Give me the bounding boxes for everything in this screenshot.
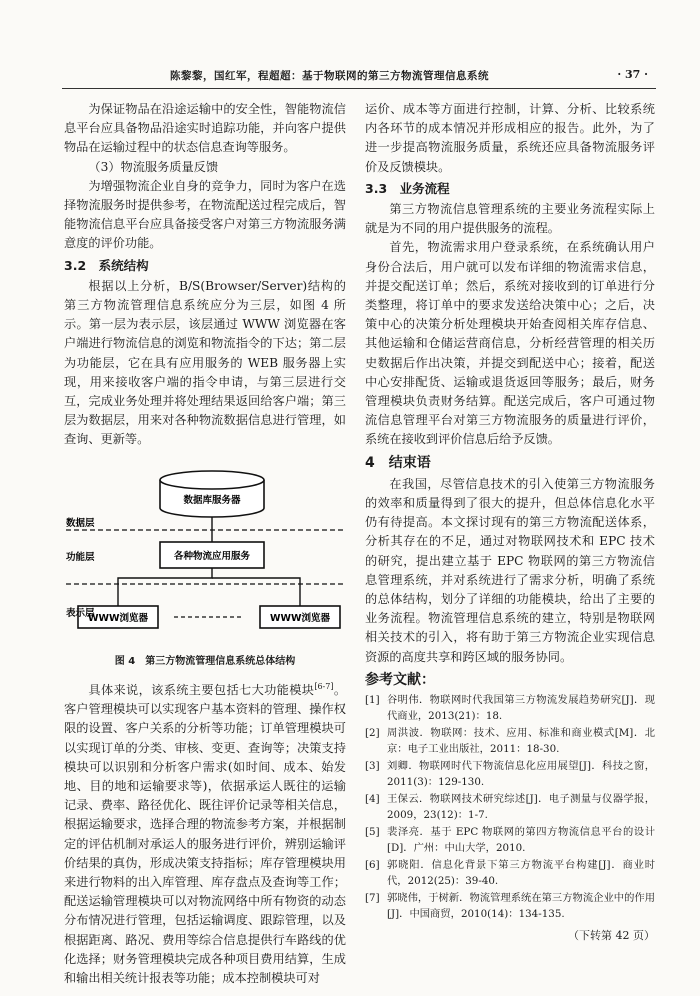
browser-label-right: WWW浏览器 [270,612,330,624]
reference-text: 王保云．物联网技术研究综述[J]．电子测量与仪器学报，2009，23(12)：1-7. [387,793,655,822]
reference-text: 周洪波．物联网：技术、应用、标准和商业模式[M]．北京：电子工业出版社，2011：18-30. [387,727,655,756]
reference-item [365,758,655,790]
reference-item [365,725,655,757]
architecture-diagram [64,458,346,648]
paragraph: 首先，物流需求用户登录系统，在系统确认用户身份合法后，用户就可以发布详细的物流需求信息，并提交配送订单；然后，系统对接收到的订单进行分类整理，将订单中的要求发送给决策中心；之后，决策中心的决策分析处理模块开始查阅相关库存信息、其他运输和仓储运营商信息，分析经营管理的相关历史数据后作出决策，并提交到配送中心；接着，配送中心安排配货、运输或退货返回等服务；最后，财务管理模块负责财务结算。配送完成后，客户可通过物流信息管理平台对第三方物流服务的质量进行评价，系统在接收到评价信息后给予反馈。 [365,240,655,447]
layer-label-presentation: 表示层 [66,607,95,619]
db-server-label: 数据库服务器 [183,494,241,506]
section-heading-4: 4 结束语 [365,454,431,471]
reference-item [365,890,655,922]
running-title: 陈黎黎，国红军，程超超：基于物联网的第三方物流管理信息系统 [170,70,489,82]
paragraph: 运价、成本等方面进行控制，计算、分析、比较系统内各环节的成本情况并形成相应的报告。此外，为了进一步提高物流服务质量，系统还应具备物流服务评价及反馈模块。 [365,102,655,174]
database-server-icon [160,471,264,517]
figure-caption: 图 4 第三方物流管理信息系统总体结构 [114,655,296,667]
paragraph: 根据以上分析，B/S(Browser/Server)结构的第三方物流管理信息系统应分为三层，如图 4 所示。第一层为表示层，该层通过 WWW 浏览器在客户端进行物流信息的浏览和物流指令的下达；第二层为功能层，它在具有应用服务的 WEB 服务器上实现，用来接收客户端的指令申请，与第三层进行交互，完成业务处理并将处理结果返回给客户端；第三层为数据层，用来对各种物流数据信息进行管理，如查询、更新等。 [64,278,346,447]
reference-text: 郭晓阳．信息化背景下第三方物流平台构建[J]．商业时代，2012(25)：39-40. [387,859,655,888]
paragraph: 为增强物流企业自身的竞争力，同时为客户在选择物流服务时提供参考，在物流配送过程完成后，智能物流信息平台应具备接受客户对第三方物流服务满意度的评价功能。 [64,178,346,251]
subsection-heading: （3）物流服务质量反馈 [88,159,219,174]
reference-item [365,857,655,889]
paragraph-text: 。客户管理模块可以实现客户基本资料的管理、操作权限的设置、客户关系的分析等功能；订单管理模块可以实现订单的分类、审核、变更、查询等；决策支持模块可以识别和分析客户需求(如时间、成本、始发地、目的地和运输要求等)，依据承运人既往的运输记录、费率、路径优化、既往评价记录等相关信息，根据运输要求，选择合理的物流参考方案，并根据制定的评估机制对承运人的服务进行评价，辨别运输评价结果的真伪，形成决策支持指标；库存管理模块用来进行物料的出入库管理、库存盘点及查询等工作；配送运输管理模块可以对物流网络中所有物资的动态分布情况进行管理，包括运输调度、跟踪管理，以及根据距离、路况、费用等综合信息提供行车路线的优化选择；财务管理模块完成各种项目费用结算，生成和输出相关统计报表等功能；成本控制模块可对 [64,682,347,985]
reference-text: 刘卿．物联网时代下物流信息化应用展望[J]．科技之窗，2011(3)：129-130. [387,760,655,789]
layer-label-function: 功能层 [66,551,95,563]
paragraph-text: 具体来说，该系统主要包括七大功能模块 [88,682,315,697]
citation: [6-7] [314,681,334,691]
reference-text: 裴泽亮．基于 EPC 物联网的第四方物流信息平台的设计[D]．广州：中山大学，2010. [387,826,655,855]
running-header [0,64,700,86]
reference-text: 谷明伟．物联网时代我国第三方物流发展趋势研究[J]．现代商业，2013(21)：18. [387,694,655,723]
left-column [64,100,346,988]
paragraph: 第三方物流信息管理系统的主要业务流程实际上就是为不同的用户提供服务的流程。 [365,202,655,236]
layer-label-data: 数据层 [66,517,95,529]
reference-number: [3] [365,760,380,773]
reference-number: [2] [365,727,380,740]
page-number: · 37 · [617,68,648,81]
app-server-label: 各种物流应用服务 [173,550,251,562]
paragraph [64,677,346,988]
reference-item [365,824,655,856]
figure-4 [64,458,346,648]
section-heading-3-2: 3.2 系统结构 [64,257,149,273]
connector-line [118,568,212,606]
reference-list [365,692,655,922]
reference-number: [1] [365,694,380,707]
continued-note: （下转第 42 页） [568,929,655,943]
reference-text: 郭晓伟，于树新．物流管理系统在第三方物流企业中的作用[J]．中国商贸，2010(14)：134-135. [387,892,655,921]
references-title: 参考文献： [365,671,435,688]
reference-item [365,692,655,724]
reference-number: [7] [365,892,380,905]
paragraph: 在我国，尽管信息技术的引入使第三方物流服务的效率和质量得到了很大的提升，但总体信息化水平仍有待提高。本文探讨现有的第三方物流配送体系，分析其存在的不足，通过对物联网技术和 EPC 技术的研究，提出建立基于 EPC 物联网的第三方物流信息管理系统，并对系统进行了需求分析，明确了系统的总体结构，划分了详细的功能模块，给出了主要的业务流程。物流管理信息系统的建立，特别是物联网相关技术的引入，将有助于第三方物流企业实现信息资源的高度共享和跨区域的服务协同。 [365,476,655,664]
browser-label-left: WWW浏览器 [88,612,148,624]
reference-number: [5] [365,826,380,839]
header-rule [62,88,656,89]
connector-line [212,578,300,606]
reference-item [365,791,655,823]
reference-number: [6] [365,859,380,872]
reference-number: [4] [365,793,380,806]
section-heading-3-3: 3.3 业务流程 [365,180,450,196]
right-column [365,100,655,945]
paragraph: 为保证物品在沿途运输中的安全性，智能物流信息平台应具备物品沿途实时追踪功能，并向客户提供物品在运输过程中的状态信息查询等服务。 [64,102,346,155]
